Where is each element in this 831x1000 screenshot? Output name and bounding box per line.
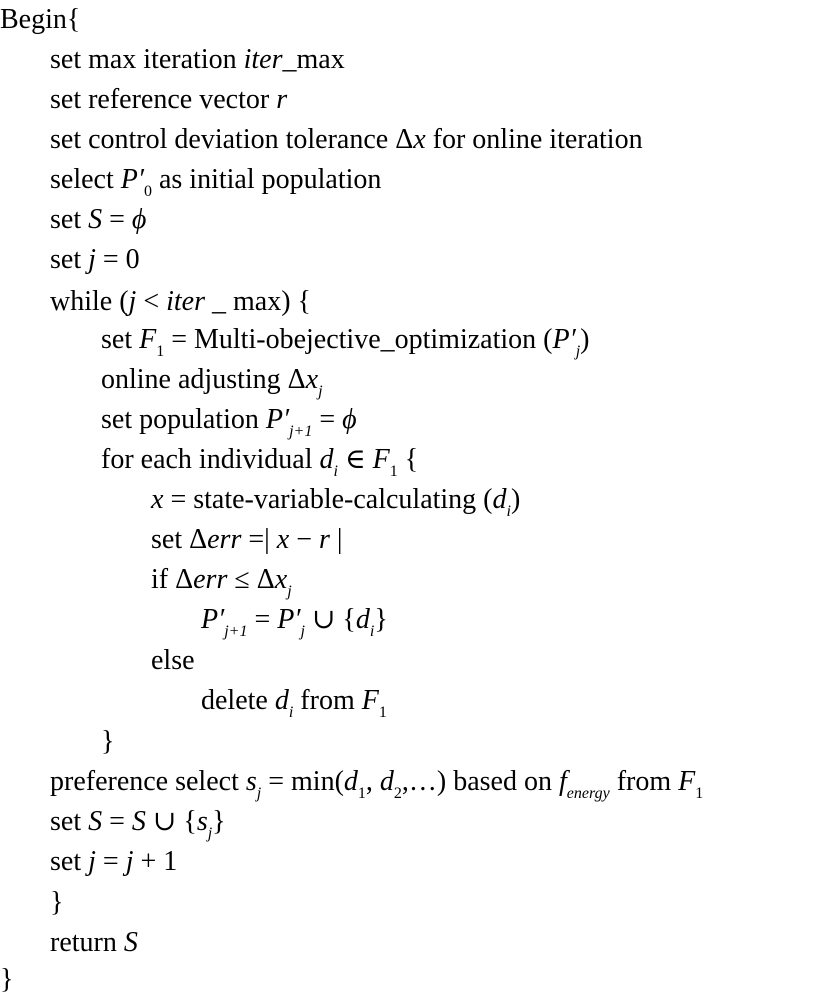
code-line [151,560,292,600]
code-token: S [123,927,138,958]
code-token: set max iteration [50,44,244,75]
code-token: j [287,583,292,600]
code-token: = 0 [95,244,140,275]
code-token: iter [243,44,283,75]
code-line [50,160,381,200]
code-token: = Multi-obejective_optimization ( [164,324,553,355]
code-token: P′ [265,404,290,435]
code-token: d [492,484,507,515]
code-token: set [50,846,89,877]
code-token: F [678,766,696,797]
code-line [201,681,387,721]
code-token: =| [241,524,277,555]
code-line [101,722,114,762]
code-token: j [128,286,137,317]
code-token: } [212,806,226,837]
code-token: S [88,806,103,837]
code-token: set [101,324,140,355]
code-token: d [343,766,358,797]
code-line [50,282,311,322]
code-token: 1 [378,704,387,721]
code-line [101,320,590,360]
code-token: for online iteration [425,124,643,155]
code-token: j [88,846,96,877]
code-token: f [558,766,567,797]
code-token: − [289,524,319,555]
code-line [101,360,323,400]
code-line [50,200,146,240]
code-token: } [50,887,64,918]
code-token: else [151,645,195,676]
code-token: d [319,444,334,475]
code-token: x [276,524,290,555]
code-token: x [151,484,164,515]
code-token: d [274,685,289,716]
code-token: ≤ [227,564,257,595]
code-token: j [575,343,581,360]
code-token: return [50,927,124,958]
code-token: x [305,364,319,395]
code-line [0,0,80,40]
code-token: + 1 [133,846,178,877]
code-token: Begin{ [0,4,81,35]
code-token: { [397,444,419,475]
code-line [50,802,226,842]
code-line [50,762,703,802]
code-token: Δ [395,124,414,155]
code-token: 1 [695,785,704,802]
code-token: while ( [50,286,129,317]
code-token: r [276,84,288,115]
code-token: delete [201,685,275,716]
code-token: set [151,524,190,555]
code-line [101,440,418,480]
code-token: F [372,444,390,475]
code-token: j [300,623,305,640]
code-token: ) [580,324,590,355]
code-token: energy [566,785,610,802]
code-token: i [333,463,338,480]
code-token: ∪ { [304,604,356,635]
code-token: ϕ [131,204,147,235]
code-token: as initial population [151,164,382,195]
code-token: } [101,726,115,757]
code-token: = min( [261,766,344,797]
code-token: = [95,846,126,877]
code-token: P′ [552,324,576,355]
code-token: set [50,806,89,837]
code-token: i [506,503,511,520]
code-token: j+1 [224,623,248,640]
code-token: } [374,604,388,635]
code-token: online adjusting [101,364,288,395]
code-token: s [196,806,208,837]
code-token: _ max) { [205,286,311,317]
code-token: Δ [175,564,194,595]
code-line [50,842,177,882]
code-token: j+1 [289,423,313,440]
code-line [101,400,357,440]
code-line [50,883,63,923]
code-token: P′ [277,604,301,635]
code-token: s [245,766,257,797]
code-token: = [247,604,278,635]
code-token: from [293,685,362,716]
code-token: err [207,524,242,555]
code-token: set [50,244,89,275]
code-token: F [139,324,157,355]
code-token: , [365,766,380,797]
code-token: P′ [201,604,225,635]
code-token: j [207,825,213,842]
code-line [50,923,138,963]
code-token: Δ [189,524,208,555]
code-token: for each individual [101,444,320,475]
code-token: _max [282,44,345,75]
code-token: x [413,124,426,155]
code-token: 0 [143,183,152,200]
code-token: select [50,164,121,195]
code-token: 1 [357,785,366,802]
code-token: ∈ [337,444,373,475]
code-token: ϕ [342,404,357,435]
code-token: if [151,564,176,595]
code-token: Δ [287,364,306,395]
code-token: d [379,766,394,797]
code-token: iter [166,286,205,317]
code-token: preference select [50,766,246,797]
code-token: Δ [256,564,275,595]
code-token: = [102,204,132,235]
code-line [50,80,287,120]
code-token: err [193,564,228,595]
code-token: from [609,766,679,797]
code-token: i [288,704,294,721]
code-token: = [312,404,343,435]
code-line [201,600,388,640]
code-token: = [102,806,132,837]
code-token: x [274,564,288,595]
code-line [151,641,195,681]
code-token: } [0,964,14,995]
code-token: set control deviation tolerance [50,124,396,155]
code-token: ,…) based on [401,766,559,797]
code-line [50,120,643,160]
code-token: 1 [156,343,165,360]
code-token: ∪ { [145,806,197,837]
code-token: j [256,785,262,802]
code-token: F [361,685,379,716]
code-token: 2 [393,785,402,802]
code-token: < [136,286,167,317]
code-token: set population [101,404,266,435]
code-token: | [329,524,343,555]
code-token: set [50,204,89,235]
code-token: ) [510,484,521,515]
code-token: set reference vector [50,84,277,115]
code-token: P′ [120,164,144,195]
code-token: 1 [389,463,398,480]
code-token: j [318,383,323,400]
code-token: r [319,524,330,555]
code-token: = state-variable-calculating ( [163,484,493,515]
code-line [50,240,140,280]
code-line [151,480,520,520]
code-token: S [131,806,146,837]
code-line [50,40,345,80]
code-token: j [88,244,96,275]
code-token: d [355,604,370,635]
code-line [0,960,13,1000]
code-token: j [125,846,134,877]
code-token: i [369,623,375,640]
code-line [151,520,343,560]
code-token: S [88,204,103,235]
